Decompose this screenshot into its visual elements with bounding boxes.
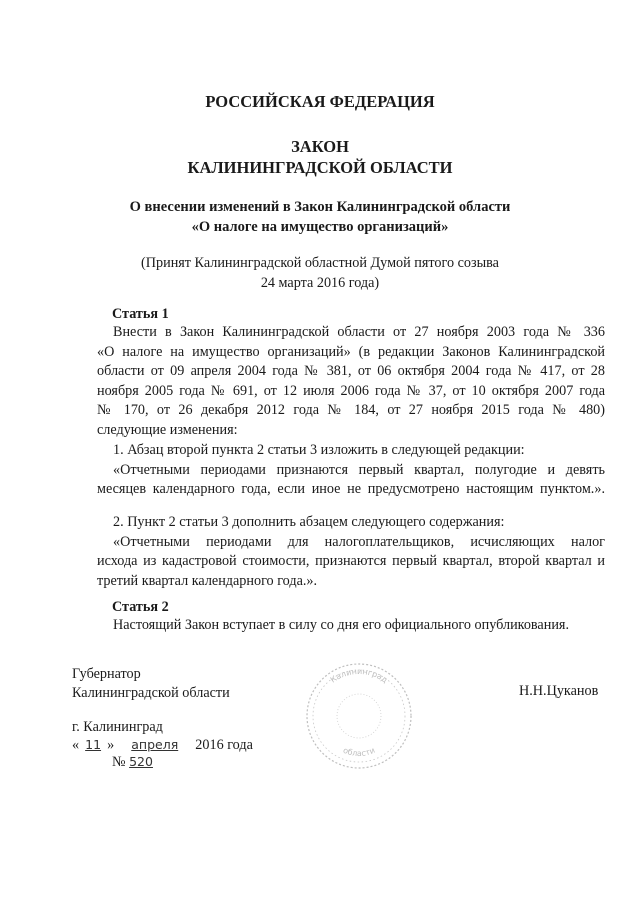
- item1-line: месяцев календарного года, если иное не предусмотрено настоящим пунктом.».: [97, 481, 605, 497]
- date-close-quote: »: [107, 737, 115, 753]
- city: г. Калининград: [72, 719, 163, 735]
- law-title-line2: «О налоге на имущество организаций»: [191, 219, 449, 235]
- number-value: 520: [129, 754, 153, 769]
- date-month: апреля: [131, 737, 179, 752]
- article1-intro-line: Внести в Закон Калининградской области от 27 ноября 2003 года № 336: [113, 324, 605, 340]
- signatory-name: Н.Н.Цуканов: [519, 683, 599, 699]
- date-year: 2016 года: [195, 737, 253, 753]
- number-line: [112, 754, 173, 771]
- item2-line: «Отчетными периодами для налогоплательщиков, исчисляющих налог: [113, 533, 605, 550]
- article2-heading: Статья 2: [112, 599, 169, 615]
- item1-line: 1. Абзац второй пункта 2 статьи 3 изложить в следующей редакции:: [113, 442, 525, 458]
- article1-intro-line: ноября 2005 года № 691, от 12 июля 2006 года № 37, от 10 октября 2007 года: [97, 382, 605, 399]
- article1-intro-line: следующие изменения:: [97, 421, 238, 438]
- adoption-note-line2: 24 марта 2016 года): [260, 275, 380, 291]
- item1-line: «Отчетными периодами признаются первый квартал, полугодие и девять: [113, 461, 605, 478]
- signatory-position-line2: Калининградской области: [72, 685, 230, 701]
- official-stamp: [303, 660, 415, 772]
- item2-line: 2. Пункт 2 статьи 3 дополнить абзацем следующего содержания:: [113, 514, 505, 530]
- date-day: 11: [85, 737, 102, 752]
- article1-intro: [97, 323, 605, 440]
- article1-item2: [97, 513, 605, 591]
- stamp-text-bottom: области: [341, 745, 377, 759]
- region-heading: КАЛИНИНГРАДСКОЙ ОБЛАСТИ: [187, 158, 453, 177]
- signatory-position-line1: Губернатор: [72, 666, 141, 682]
- adoption-note-line1: (Принят Калининградской областной Думой пятого созыва: [141, 255, 499, 271]
- svg-text:области: [342, 746, 377, 758]
- law-title-line1: О внесении изменений в Закон Калининградской области: [129, 199, 511, 215]
- stamp-text-top: Калининград: [328, 666, 390, 685]
- item2-line: исхода из кадастровой стоимости, признаются первый квартал, второй квартал и: [97, 553, 605, 569]
- doc-type-heading: ЗАКОН: [291, 137, 349, 156]
- article1-intro-line: области от 09 апреля 2004 года № 381, от 06 октября 2004 года № 417, от 28: [97, 363, 605, 379]
- item2-line: третий квартал календарного года.».: [97, 572, 318, 589]
- date-line: [72, 737, 253, 754]
- article1-intro-line: «О налоге на имущество организаций» (в редакции Законов Калининградской: [97, 343, 605, 360]
- article1-heading: Статья 1: [112, 306, 169, 322]
- number-prefix: №: [112, 754, 126, 770]
- date-open-quote: «: [72, 737, 80, 753]
- article1-intro-line: № 170, от 26 декабря 2012 года № 184, от 27 ноября 2015 года № 480): [97, 402, 605, 418]
- country-heading: РОССИЙСКАЯ ФЕДЕРАЦИЯ: [205, 92, 435, 111]
- svg-text:Калининград: [329, 667, 390, 685]
- article2-text: Настоящий Закон вступает в силу со дня его официального опубликования.: [113, 617, 569, 633]
- article1-item1: [97, 441, 605, 500]
